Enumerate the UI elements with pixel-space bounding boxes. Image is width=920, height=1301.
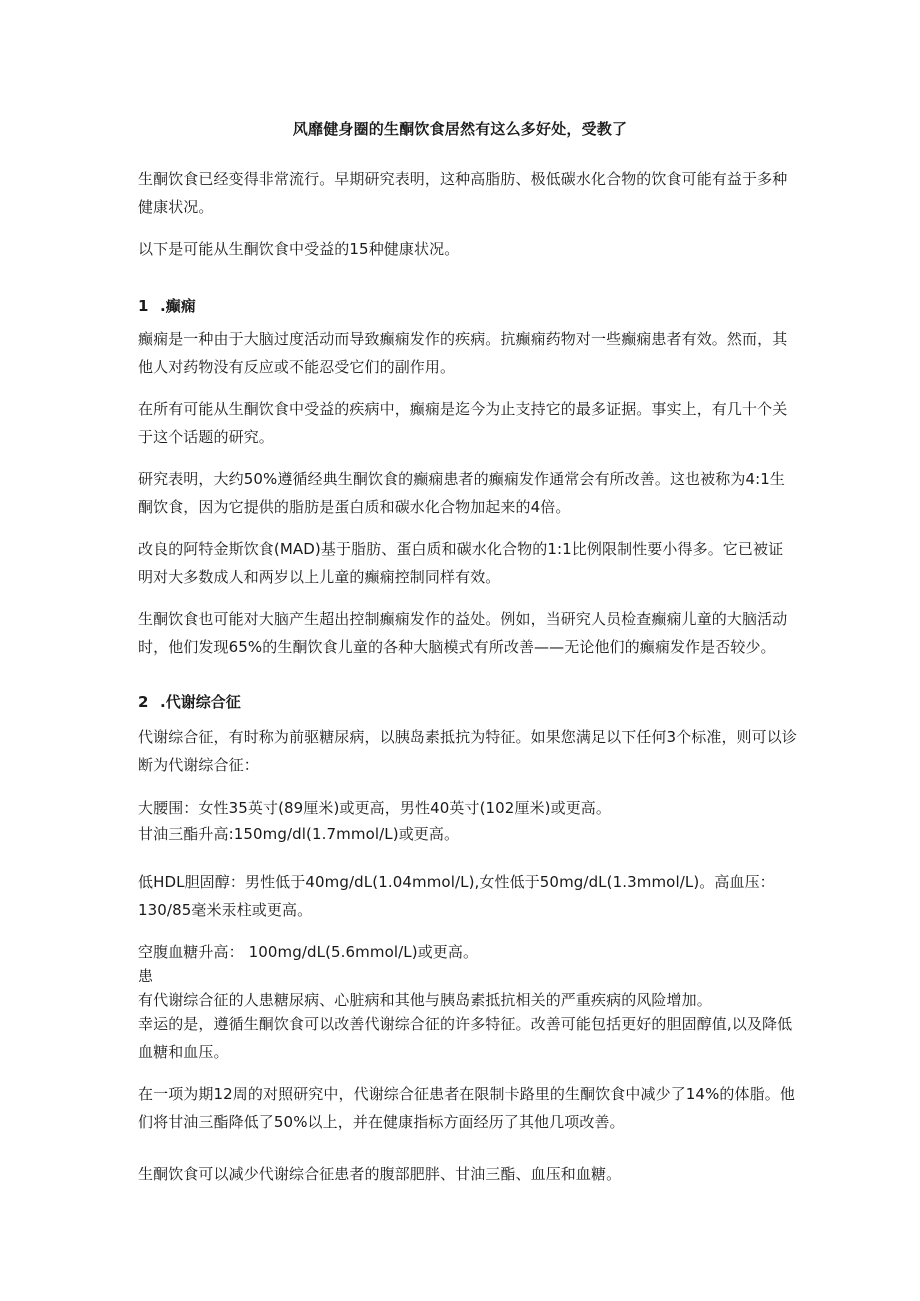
section-1-title: .癫痫	[160, 297, 196, 315]
stray-character: 患	[138, 967, 154, 985]
section-1-number: 1	[138, 297, 149, 315]
section-2-number: 2	[138, 693, 149, 711]
section-2-paragraph-1: 代谢综合征，有时称为前驱糖尿病，以胰岛素抵抗为特征。如果您满足以下任何3个标准，则可以诊断为代谢综合征：	[138, 728, 797, 774]
page-title: 风靡健身圈的生酮饮食居然有这么多好处，受教了	[292, 120, 628, 138]
section-2-title: .代谢综合征	[160, 693, 241, 711]
section-1-paragraph-3: 研究表明，大约50%遵循经典生酮饮食的癫痫患者的癫痫发作通常会有所改善。这也被称为4:1生酮饮食，因为它提供的脂肪是蛋白质和碳水化合物加起来的4倍。	[138, 470, 785, 516]
section-2-heading	[138, 692, 241, 712]
section-1-heading	[138, 296, 196, 316]
intro-paragraph: 生酮饮食已经变得非常流行。早期研究表明，这种高脂肪、极低碳水化合物的饮食可能有益于多种健康状况。	[138, 170, 788, 216]
section-1-paragraph-5: 生酮饮食也可能对大脑产生超出控制癫痫发作的益处。例如，当研究人员检查癫痫儿童的大脑活动时，他们发现65%的生酮饮食儿童的各种大脑模式有所改善——无论他们的癫痫发作是否较少。	[138, 610, 788, 656]
intro-summary: 以下是可能从生酮饮食中受益的15种健康状况。	[138, 240, 460, 258]
section-1-paragraph-1: 癫痫是一种由于大脑过度活动而导致癫痫发作的疾病。抗癫痫药物对一些癫痫患者有效。然而，其他人对药物没有反应或不能忍受它们的副作用。	[138, 330, 788, 376]
section-1-paragraph-2: 在所有可能从生酮饮食中受益的疾病中，癫痫是迄今为止支持它的最多证据。事实上，有几十个关于这个话题的研究。	[138, 400, 788, 446]
section-1-paragraph-4: 改良的阿特金斯饮食(MAD)基于脂肪、蛋白质和碳水化合物的1:1比例限制性要小得多。它已被证明对大多数成人和两岁以上儿童的癫痫控制同样有效。	[138, 540, 784, 586]
criteria-fasting-glucose: 空腹血糖升高： 100mg/dL(5.6mmol/L)或更高。	[138, 943, 479, 961]
section-2-paragraph-4: 在一项为期12周的对照研究中，代谢综合征患者在限制卡路里的生酮饮食中减少了14%的体脂。他们将甘油三酯降低了50%以上，并在健康指标方面经历了其他几项改善。	[138, 1085, 795, 1131]
criteria-waist: 大腰围：女性35英寸(89厘米)或更高，男性40英寸(102厘米)或更高。	[138, 799, 612, 817]
section-2-paragraph-5: 生酮饮食可以减少代谢综合征患者的腹部肥胖、甘油三酯、血压和血糖。	[138, 1165, 622, 1183]
criteria-hdl-blood-pressure: 低HDL胆固醇：男性低于40mg/dL(1.04mmol/L),女性低于50mg/dL(1.3mmol/L)。高血压：130/85毫米汞柱或更高。	[138, 873, 775, 919]
criteria-triglycerides: 甘油三酯升高:150mg/dl(1.7mmol/L)或更高。	[138, 825, 460, 843]
section-2-paragraph-2: 有代谢综合征的人患糖尿病、心脏病和其他与胰岛素抵抗相关的严重疾病的风险增加。	[138, 991, 712, 1009]
section-2-paragraph-3: 幸运的是，遵循生酮饮食可以改善代谢综合征的许多特征。改善可能包括更好的胆固醇值,以及降低血糖和血压。	[138, 1015, 793, 1061]
